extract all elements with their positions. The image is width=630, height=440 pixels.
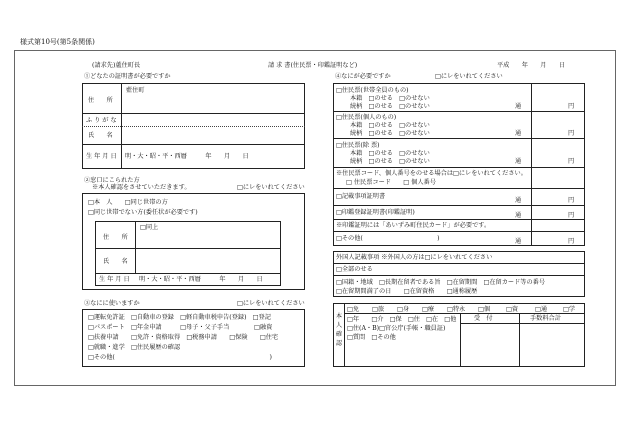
yen-unit: 円 bbox=[568, 158, 575, 165]
visitor-name-label: 氏 名 bbox=[103, 258, 128, 265]
seal-card-note: ※印鑑証明には「あいずみ町住民カード」が必要です。 bbox=[336, 222, 491, 229]
id-doc-row3[interactable]: □住(A・B)□官公庁(手帳・職員証) bbox=[347, 325, 446, 332]
cert-item-removed[interactable]: □住民票(除 票) bbox=[336, 142, 380, 149]
yen-unit: 円 bbox=[568, 197, 575, 204]
addressee: (請求先)蘆住町長 bbox=[92, 62, 141, 69]
foreign-options-row2[interactable]: □在留期間満了の日 □在留資格 □通称履歴 bbox=[336, 288, 478, 295]
count-unit: 通 bbox=[515, 158, 522, 165]
yen-unit: 円 bbox=[568, 103, 575, 110]
fee-total-label: 手数料合計 bbox=[530, 315, 561, 322]
count-unit: 通 bbox=[515, 103, 522, 110]
cert-item-record[interactable]: □記載事項証明書 bbox=[336, 193, 386, 200]
resident-code-note: ※住民票コード、個人番号をのせる場合は□にレをいれてください。 bbox=[336, 170, 527, 177]
cert-item-household[interactable]: □住民票(世帯全員のもの) bbox=[336, 87, 409, 94]
foreign-heading: 外国人記載事項 ※外国人の方は□にレをいれてください bbox=[336, 254, 493, 261]
visitor-option-self[interactable]: □本 人 □同じ世帯の方 bbox=[88, 199, 168, 206]
birth-label: 生 年 月 日 bbox=[86, 153, 117, 160]
date-label: 平成 年 月 日 bbox=[497, 62, 566, 69]
resident-code-options[interactable]: □ 住民票コード □ 個人番号 bbox=[346, 179, 436, 186]
address-label: 住 所 bbox=[88, 97, 113, 104]
id-doc-mynumber[interactable]: □個 bbox=[478, 306, 491, 313]
identity-check-label: 本人確認 bbox=[335, 313, 343, 347]
cert-item-removed-honseki[interactable]: 本籍 □のせる □のせない bbox=[350, 150, 430, 157]
section1-heading: ①どなたの証明書が必要ですか bbox=[84, 73, 171, 80]
id-doc-special-permanent[interactable]: □特永 bbox=[447, 306, 466, 313]
foreign-options-row1[interactable]: □国籍・地域 □長期在留者である旨 □在留期間 □在留カード等の番号 bbox=[336, 279, 546, 286]
visitor-address-label: 住 所 bbox=[103, 234, 128, 241]
section2-heading: ②窓口にこられた方 bbox=[84, 177, 140, 184]
id-doc-qualification[interactable]: □資 bbox=[506, 306, 519, 313]
purpose-row-4[interactable]: □就職・進学 □住民履歴の確認 bbox=[88, 344, 181, 351]
same-as-above-checkbox[interactable]: □同上 bbox=[140, 224, 159, 231]
section3-heading: ③なにに使いますか bbox=[84, 300, 140, 307]
name-label: 氏 名 bbox=[88, 132, 113, 139]
id-doc-license[interactable]: □免 bbox=[347, 306, 360, 313]
purpose-row-3[interactable]: □扶養申請 □免許・資格取得 □税務申請 □保険 □住宅 bbox=[88, 334, 279, 341]
yen-unit: 円 bbox=[568, 130, 575, 137]
form-title: 請 求 書(住民票・印鑑証明など) bbox=[268, 62, 358, 69]
id-doc-disability[interactable]: □身 bbox=[397, 306, 410, 313]
foreign-all-checkbox[interactable]: □全部のせる bbox=[336, 266, 373, 273]
furigana-label: ふ り が な bbox=[86, 117, 117, 124]
count-unit: 通 bbox=[515, 238, 522, 245]
count-unit: 通 bbox=[515, 130, 522, 137]
section3-check-note: □にレをいれてください bbox=[237, 300, 305, 307]
purpose-row-2[interactable]: □パスポート □年金申請 □母子・父子手当 □融資 bbox=[88, 324, 273, 331]
cert-item-seal[interactable]: □印鑑登録証明書(印鑑証明) bbox=[336, 209, 415, 216]
cert-item-individual-honseki[interactable]: 本籍 □のせる □のせない bbox=[350, 122, 430, 129]
address-field[interactable]: 藍住町 bbox=[126, 87, 145, 94]
yen-unit: 円 bbox=[568, 238, 575, 245]
cert-item-other[interactable]: □その他( ) bbox=[336, 235, 440, 242]
id-doc-rehab[interactable]: □療 bbox=[422, 306, 435, 313]
count-unit: 通 bbox=[515, 197, 522, 204]
cert-item-individual-relation[interactable]: 続柄 □のせる □のせない bbox=[350, 130, 430, 137]
id-doc-notice[interactable]: □通 bbox=[535, 306, 548, 313]
form-number: 様式第10号(第5条関係) bbox=[20, 38, 95, 46]
section2-note: ※本人確認をさせていただきます。 bbox=[92, 184, 191, 191]
visitor-birth-field[interactable]: 明・大・昭・平・西暦 年 月 日 bbox=[139, 276, 263, 283]
count-unit: 通 bbox=[515, 212, 522, 219]
cert-item-individual[interactable]: □住民票(個人のもの) bbox=[336, 114, 397, 121]
receipt-label: 受 付 bbox=[474, 315, 493, 322]
section2-check-note: □にレをいれてください bbox=[237, 184, 305, 191]
cert-item-removed-relation[interactable]: 続柄 □のせる □のせない bbox=[350, 158, 430, 165]
cert-item-household-relation[interactable]: 続柄 □のせる □のせない bbox=[350, 103, 430, 110]
section4-heading: ④なにが必要ですか bbox=[335, 73, 391, 80]
yen-unit: 円 bbox=[568, 212, 575, 219]
visitor-birth-label: 生 年 月 日 bbox=[99, 276, 130, 283]
id-doc-row2[interactable]: □年 □介 □保 □住 □在 □他 bbox=[347, 316, 457, 323]
section4-check-note: □にレをいれてください bbox=[435, 73, 503, 80]
purpose-row-1[interactable]: □運転免許証 □自動車の登録 □軽自動車税申告(登録) □登記 bbox=[88, 314, 271, 321]
id-doc-row4[interactable]: □質問 □その他 bbox=[347, 334, 396, 341]
id-doc-passport[interactable]: □旅 bbox=[372, 306, 385, 313]
purpose-row-other[interactable]: □その他( ) bbox=[88, 354, 272, 361]
birth-field[interactable]: 明・大・昭・平・西暦 年 月 日 bbox=[125, 153, 249, 160]
cert-item-household-honseki[interactable]: 本籍 □のせる □のせない bbox=[350, 95, 430, 102]
id-doc-student[interactable]: □学 bbox=[563, 306, 576, 313]
visitor-option-other[interactable]: □同じ世帯でない方(委任状が必要です) bbox=[88, 209, 198, 216]
